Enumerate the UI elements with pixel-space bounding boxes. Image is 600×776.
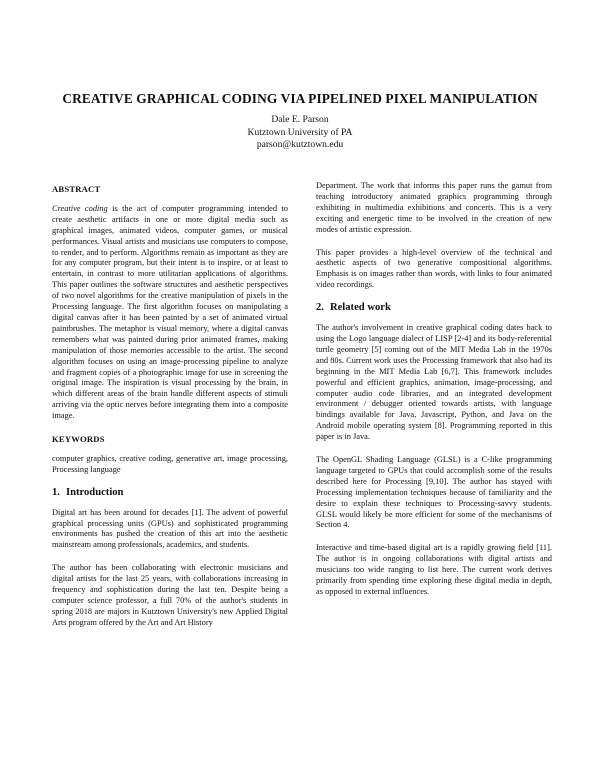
author-name: Dale E. Parson (271, 114, 329, 125)
author-email[interactable]: parson@kutztown.edu (256, 139, 344, 150)
abstract-text (52, 204, 288, 422)
paper-title: CREATIVE GRAPHICAL CODING VIA PIPELINED PIXEL MANIPULATION (62, 91, 538, 106)
abstract-heading: ABSTRACT (52, 184, 101, 194)
introduction-title: Introduction (65, 486, 124, 498)
related-work-paragraph: The author's involvement in creative graphical coding dates back to using the Logo language dialect of LISP [2-4] and its body-referential turtle geometry [5] coming out of the MIT Media Lab in the 1970s and 80s. Current work uses the Processing framework that also had its beginning in the MIT Media Lab [6,7]. This framework includes powerful and efficient graphics, animation, image-processing, and computer audio code libraries, and an integrated development environment / debugger oriented towards artists, with language bindings available for Java, Javascript, Python, and Java on the Android mobile operating system [8]. Programming reported in this paper is in Java. (316, 323, 552, 442)
related-work-heading (316, 303, 552, 314)
related-work-paragraph: The OpenGL Shading Language (GLSL) is a C-like programming language targeted to GPUs that could accomplish some of the results described here for Processing [9,10]. The author has stayed with Processing implementation techniques because of familiarity and the desire to explain these techniques to Processing-savvy students. GLSL would likely be more efficient for some of the mechanisms of Section 4. (316, 455, 552, 530)
author-affiliation: Kutztown University of PA (247, 126, 353, 138)
related-work-paragraph: Interactive and time-based digital art is a rapidly growing field [11]. The author is in ongoing collaborations with digital artists and musicians too wide ranging to list here. The current work derives primarily from spending time exploring these digital media in depth, as opposed to external influences. (316, 543, 552, 596)
related-work-number: 2. (316, 302, 324, 314)
introduction-number: 1. (52, 486, 60, 498)
keywords-heading: KEYWORDS (52, 434, 105, 445)
right-column (316, 181, 552, 610)
introduction-paragraph: Digital art has been around for decades [1]. The advent of powerful graphical processing units (GPUs) and sophisticated programming environments has pushed the creation of this art into the aesthetic mainstream among professionals, academics, and students. (52, 507, 288, 550)
left-column (52, 181, 288, 641)
keywords-text: computer graphics, creative coding, generative art, image processing, Processing language (52, 453, 288, 474)
related-work-title: Related work (329, 302, 391, 314)
introduction-heading (52, 488, 288, 499)
introduction-paragraph: The author has been collaborating with electronic musicians and digital artists for the last 25 years, with collaborations increasing in frequency and sophistication during the last ten. Despite being a computer science professor, a full 70% of the author's students in spring 2018 are majors in Kutztown University's new Applied Digital Arts program offered by the Art and Art History (52, 563, 288, 627)
abstract-body: is the act of computer programming intended to create aesthetic artifacts in one or more digital media such as graphical images, animated videos, computer games, or musical performances. Visual artists and musicians use computers to compose, to render, and to perform. Algorithms remain as important as they are for any computer program, but their intent is to inspire, or at least to entertain, in contrast to more utilitarian applications of algorithms. This paper outlines the software structures and aesthetic perspectives of two novel algorithms for the creative manipulation of pixels in the Processing language. The first algorithm focuses on manipulating a digital canvas after it has been painted by a set of animated virtual paintbrushes. The metaphor is visual memory, where a digital canvas remembers what was painted during prior animated frames, making manipulation of those memories accessible to the artist. The second algorithm focuses on using an image-processing pipeline to analyze and fragment copies of a photographic image for use in screening the original image. The inspiration is visual processing by the brain, in which different areas of the brain handle different aspects of stimuli arriving via the optic nerves before integrating them into a composite image. (52, 203, 288, 421)
author-block (0, 114, 600, 152)
introduction-continuation-paragraph: Department. The work that informs this paper runs the gamut from teaching introductory animated graphics programming through exhibiting in multimedia exhibitions and concerts. This is a very exciting and energetic time to be involved in the creation of new modes of artistic expression. (316, 181, 552, 234)
abstract-lead: Creative coding (52, 203, 108, 213)
introduction-continuation-paragraph: This paper provides a high-level overview of the technical and aesthetic aspects of two generative compositional algorithms. Emphasis is on images rather than words, with links to four animated video recordings. (316, 247, 552, 290)
